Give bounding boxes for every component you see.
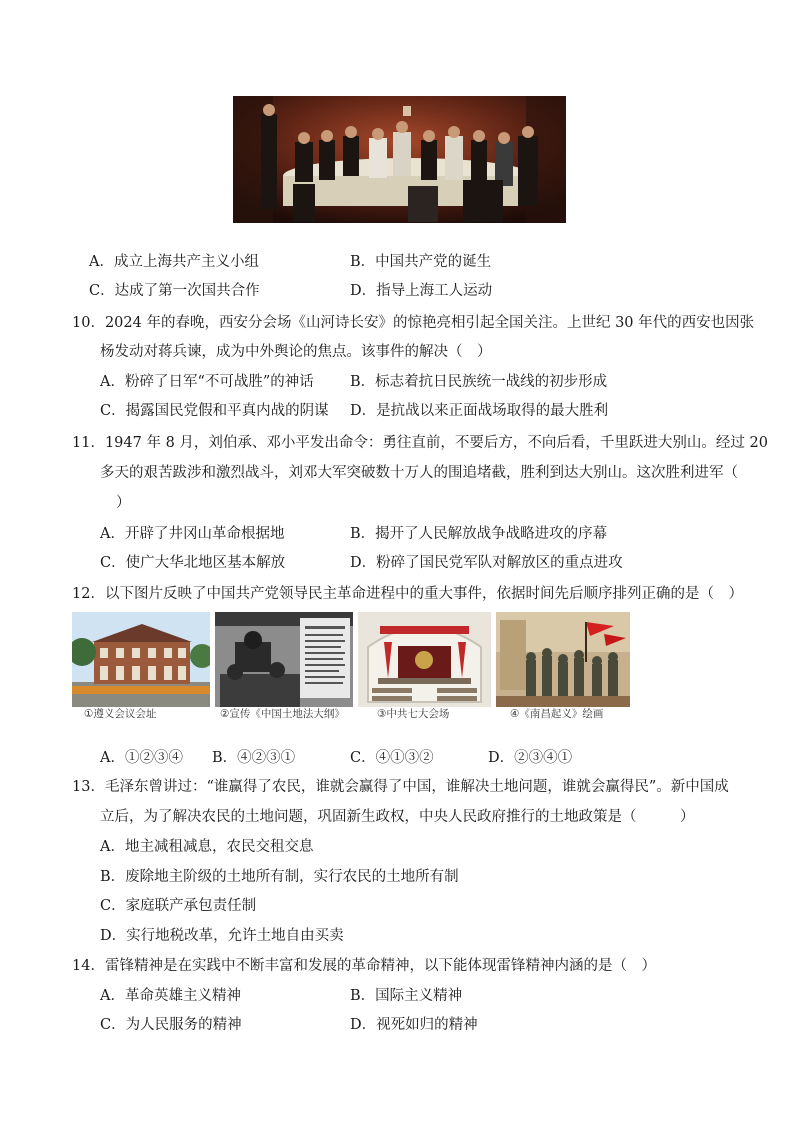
q11-stem-line1: 11．1947 年 8 月，刘伯承、邓小平发出命令：勇往直前，不要后方，不向后看，千里跃进大别山。经过 20 [72, 435, 768, 451]
q12-option-d: D．②③④① [488, 750, 573, 766]
q14-option-b: B．国际主义精神 [350, 988, 463, 1004]
caption-seventh-congress: ③中共七大会场 [377, 708, 450, 720]
q9-option-b: B．中国共产党的诞生 [350, 254, 492, 270]
q14-stem-line1: 14．雷锋精神是在实践中不断丰富和发展的革命精神，以下能体现雷锋精神内涵的是（ ） [72, 958, 656, 974]
zunyi-site-photo [72, 612, 210, 707]
q13-option-c: C．家庭联产承包责任制 [100, 898, 257, 914]
q10-option-a: A．粉碎了日军“不可战胜”的神话 [100, 374, 314, 390]
caption-land-law: ②宣传《中国土地法大纲》 [220, 708, 345, 720]
caption-nanchang: ④《南昌起义》绘画 [510, 708, 604, 720]
q9-option-d: D．指导上海工人运动 [350, 283, 493, 299]
q14-option-d: D．视死如归的精神 [350, 1017, 478, 1033]
q10-option-b: B．标志着抗日民族统一战线的初步形成 [350, 374, 608, 390]
q13-option-d: D．实行地税改革，允许土地自由买卖 [100, 928, 344, 944]
q14-option-a: A．革命英雄主义精神 [100, 988, 241, 1004]
caption-zunyi: ①遵义会议会址 [84, 708, 157, 720]
q9-option-c: C．达成了第一次国共合作 [89, 283, 260, 299]
q10-option-c: C．揭露国民党假和平真内战的阴谋 [100, 403, 329, 419]
q13-option-b: B．废除地主阶级的土地所有制，实行农民的土地所有制 [100, 869, 459, 885]
q11-stem-line3: ） [116, 495, 131, 511]
q13-option-a: A．地主减租减息，农民交租交息 [100, 839, 314, 855]
q14-option-c: C．为人民服务的精神 [100, 1017, 242, 1033]
seventh-congress-hall-photo [358, 612, 491, 707]
q12-stem-line1: 12．以下图片反映了中国共产党领导民主革命进程中的重大事件，依据时间先后顺序排列正确的是（ ） [72, 586, 743, 602]
q12-option-a: A．①②③④ [100, 750, 183, 766]
q11-stem-line2: 多天的艰苦跋涉和激烈战斗，刘邓大军突破数十万人的围追堵截，胜利到达大别山。这次胜利进军（ [100, 465, 738, 481]
q13-stem-line1: 13．毛泽东曾讲过：“谁赢得了农民，谁就会赢得了中国，谁解决土地问题，谁就会赢得民”。新中国成 [72, 779, 729, 795]
land-law-photo [215, 612, 353, 707]
q13-stem-line2: 立后，为了解决农民的土地问题，巩固新生政权，中央人民政府推行的土地政策是（ ） [100, 809, 695, 825]
q11-option-c: C．使广大华北地区基本解放 [100, 555, 286, 571]
first-congress-painting [233, 96, 566, 223]
q10-stem-line1: 10．2024 年的春晚，西安分会场《山河诗长安》的惊艳亮相引起全国关注。上世纪 30 年代的西安也因张 [72, 315, 755, 331]
q12-option-c: C．④①③② [350, 750, 434, 766]
q11-option-d: D．粉碎了国民党军队对解放区的重点进攻 [350, 555, 623, 571]
nanchang-uprising-painting [496, 612, 630, 707]
q11-option-a: A．开辟了井冈山革命根据地 [100, 526, 285, 542]
q12-option-b: B．④②③① [212, 750, 296, 766]
q9-option-a: A．成立上海共产主义小组 [89, 254, 259, 270]
q10-option-d: D．是抗战以来正面战场取得的最大胜利 [350, 403, 609, 419]
q11-option-b: B．揭开了人民解放战争战略进攻的序幕 [350, 526, 608, 542]
q10-stem-line2: 杨发动对蒋兵谏，成为中外舆论的焦点。该事件的解决（ ） [100, 344, 492, 360]
